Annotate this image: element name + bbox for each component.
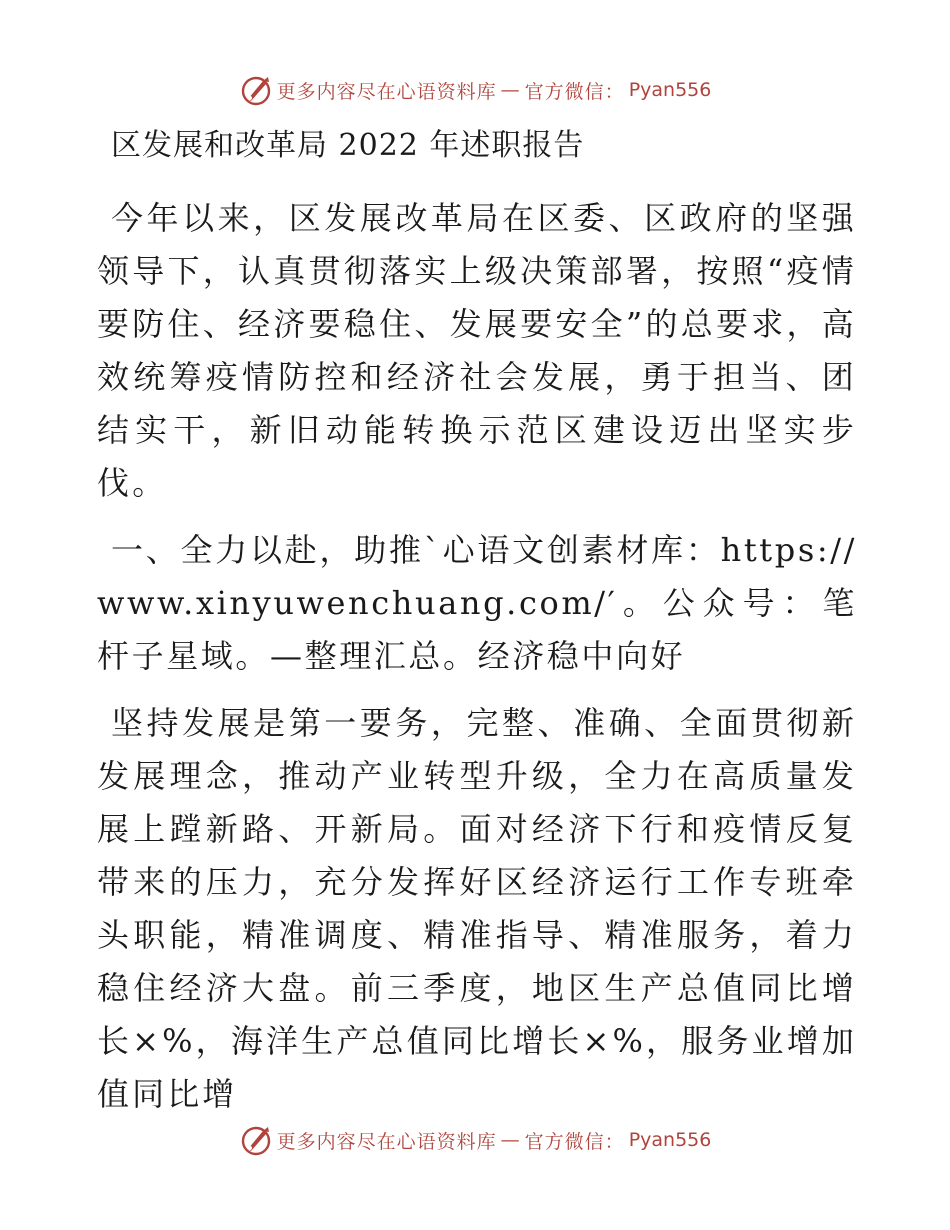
watermark-contact-label: 官方微信： xyxy=(524,80,625,103)
paragraph-section-1: 坚持发展是第一要务，完整、准确、全面贯彻新发展理念，推动产业转型升级，全力在高质量发展上蹚新路、开新局。面对经济下行和疫情反复带来的压力，充分发挥好区经济运行工作专班牵头职能，精准调度、精准指导、精准服务，着力稳住经济大盘。前三季度，地区生产总值同比增长×%，海洋生产总值同比增长×%，服务业增加值同比增 xyxy=(97,704,857,1113)
watermark-contact-id: Pyan556 xyxy=(628,1129,712,1151)
watermark-text: 更多内容尽在心语资料库 xyxy=(276,80,497,103)
section-heading-1: 一、全力以赴，助推`心语文创素材库：https://www.xinyuwenchuang.com/′。公众号：笔杆子星域。—整理汇总。经济稳中向好 xyxy=(97,531,857,675)
quill-logo-icon xyxy=(239,73,273,107)
watermark-text: 更多内容尽在心语资料库 xyxy=(276,1130,497,1153)
watermark-banner-top xyxy=(0,70,950,110)
quill-logo-icon xyxy=(239,1123,273,1157)
watermark-banner-bottom xyxy=(0,1120,950,1160)
watermark-content xyxy=(239,73,712,107)
watermark-dash: — xyxy=(500,1129,521,1151)
watermark-contact-id: Pyan556 xyxy=(628,79,712,101)
document-title: 区发展和改革局 2022 年述职报告 xyxy=(111,128,585,163)
watermark-dash: — xyxy=(500,79,521,101)
watermark-content xyxy=(239,1123,712,1157)
document-body xyxy=(97,124,857,1135)
watermark-contact-label: 官方微信： xyxy=(524,1130,625,1153)
paragraph-intro: 今年以来，区发展改革局在区委、区政府的坚强领导下，认真贯彻落实上级决策部署，按照“疫情要防住、经济要稳住、发展要安全”的总要求，高效统筹疫情防控和经济社会发展，勇于担当、团结实干，新旧动能转换示范区建设迈出坚实步伐。 xyxy=(97,199,857,502)
